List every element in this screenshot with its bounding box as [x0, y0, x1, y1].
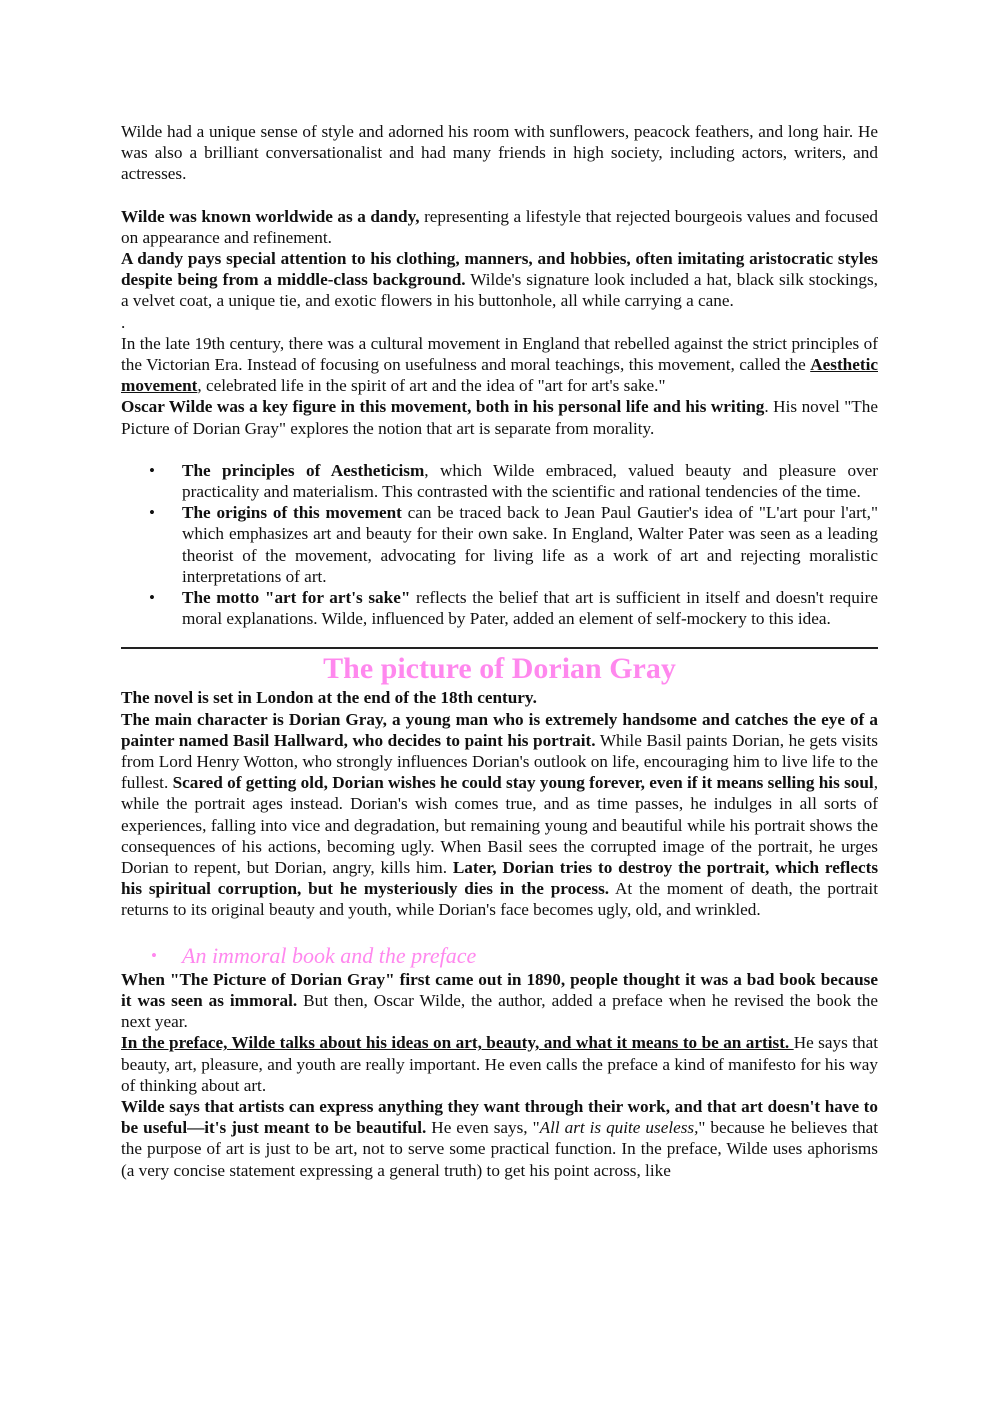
body-text: , which Wilde embraced, valued beauty and pleasure over practicality and materialism. This contrasted with the scientific and rational tendencies of the time.	[182, 460, 878, 502]
paragraph-aesthetic-movement	[121, 333, 878, 397]
bold-text: Wilde was known worldwide as a dandy,	[121, 206, 420, 226]
bold-text: The motto "art for art's sake"	[182, 588, 411, 608]
body-text: He says that beauty, art, pleasure, and youth are really important. He even calls the preface a kind of manifesto for his way of thinking about art.	[121, 1033, 878, 1095]
list-item	[149, 587, 878, 629]
italic-quote: All art is quite useless,	[539, 1118, 699, 1138]
horizontal-divider	[121, 647, 878, 649]
paragraph-wilde-key-figure	[121, 396, 878, 438]
body-text: . His novel "The Picture of Dorian Gray" explores the notion that art is separate from morality.	[121, 397, 878, 438]
bullet-icon: •	[149, 588, 155, 608]
paragraph-wilde-style: Wilde had a unique sense of style and adorned his room with sunflowers, peacock feathers, and long hair. He was also a brilliant conversationalist and had many friends in high society, including actors, writers, and actresses.	[121, 122, 878, 184]
aesthetic-movement-term: Aesthetic movement	[121, 355, 878, 396]
bold-text: Oscar Wilde was a key figure in this movement, both in his personal life and his writing	[121, 397, 765, 417]
bold-text: The principles of Aestheticism	[182, 460, 425, 480]
bullet-icon: •	[149, 460, 155, 480]
list-item	[149, 460, 878, 502]
body-text: can be traced back to Jean Paul Gautier's idea of "L'art pour l'art," which emphasizes art and beauty for their own sake. In England, Walter Pater was seen as a leading theorist of the movement, advocating for living life as a work of art and rejecting moralistic interpretations of art.	[182, 503, 878, 586]
bold-text: Wilde says that artists can express anything they want through their work, and that art doesn't have to be useful—it's just meant to be beautiful.	[121, 1096, 878, 1138]
bold-text: The origins of this movement	[182, 503, 402, 523]
spacer	[121, 921, 878, 943]
paragraph-art-useless	[121, 1096, 878, 1181]
bullet-icon: •	[151, 945, 157, 965]
bold-text: The main character is Dorian Gray, a young man who is extremely handsome and catches the eye of a painter named Basil Hallward, who decides to paint his portrait.	[121, 709, 878, 750]
spacer	[121, 185, 878, 206]
underlined-bold-text: In the preface, Wilde talks about his ideas on art, beauty, and what it means to be an artist.	[121, 1033, 794, 1053]
aestheticism-bullet-list	[121, 460, 878, 630]
bold-text: When "The Picture of Dorian Gray" first came out in 1890, people thought it was a bad book because it was seen as immoral.	[121, 969, 878, 1010]
body-text: , while the portrait ages instead. Dorian's wish comes true, and as time passes, he indulges in all sorts of experiences, falling into vice and degradation, but remaining young and beautiful while his portrait shows the consequences of his actions, becoming ugly. When Basil sees the corrupted image of the portrait, he urges Dorian to repent, but Dorian, angry, kills him.	[121, 773, 878, 878]
bold-text: A dandy pays special attention to his clothing, manners, and hobbies, often imitating aristocratic styles despite being from a middle-class background.	[121, 249, 878, 290]
subsection-heading	[121, 943, 878, 969]
body-text: Wilde's signature look included a hat, black silk stockings, a velvet coat, a unique tie, and exotic flowers in his buttonhole, all while carrying a cane.	[121, 270, 878, 311]
body-text: But then, Oscar Wilde, the author, added a preface when he revised the book the next year.	[121, 990, 879, 1032]
body-text: In the late 19th century, there was a cultural movement in England that rebelled against the strict principles of the Victorian Era. Instead of focusing on usefulness and moral teachings, this movement, called the	[121, 333, 878, 375]
stray-dot: .	[121, 312, 126, 332]
body-text: While Basil paints Dorian, he gets visits from Lord Henry Wotton, who strongly influences Dorian's outlook on life, encouraging him to live life to the fullest.	[121, 730, 878, 793]
paragraph-dandy-details	[121, 248, 878, 312]
body-text: , celebrated life in the spirit of art and the idea of "art for art's sake."	[197, 376, 666, 396]
body-text: reflects the belief that art is sufficient in itself and doesn't require moral explanations. Wilde, influenced by Pater, added an element of self-mockery to this idea.	[182, 588, 878, 629]
subsection-heading-text: An immoral book and the preface	[182, 942, 477, 968]
paragraph-plot-summary	[121, 709, 878, 921]
paragraph-setting	[121, 687, 878, 708]
section-title: The picture of Dorian Gray	[323, 652, 676, 686]
body-text: At the moment of death, the portrait returns to its original beauty and youth, while Dorian's face becomes ugly, old, and wrinkled.	[121, 879, 878, 920]
bold-text: Scared of getting old, Dorian wishes he could stay young forever, even if it means selling his soul	[172, 773, 874, 793]
spacer	[121, 439, 878, 460]
bold-text: The novel is set in London at the end of the 18th century.	[121, 688, 537, 708]
bullet-icon: •	[149, 503, 155, 523]
body-text: representing a lifestyle that rejected bourgeois values and focused on appearance and refinement.	[121, 206, 878, 247]
paragraph-dandy-intro	[121, 206, 878, 248]
body-text: " because he believes that the purpose of art is just to be art, not to serve some practical function. In the preface, Wilde uses aphorisms (a very concise statement expressing a general truth) to get his point across, like	[121, 1118, 878, 1180]
bold-text: Later, Dorian tries to destroy the portrait, which reflects his spiritual corruption, but he mysteriously dies in the process.	[121, 858, 879, 899]
paragraph-preface-ideas	[121, 1032, 878, 1096]
list-item	[149, 502, 878, 587]
body-text: He even says, "	[426, 1118, 540, 1138]
paragraph-immoral-reception	[121, 969, 878, 1033]
